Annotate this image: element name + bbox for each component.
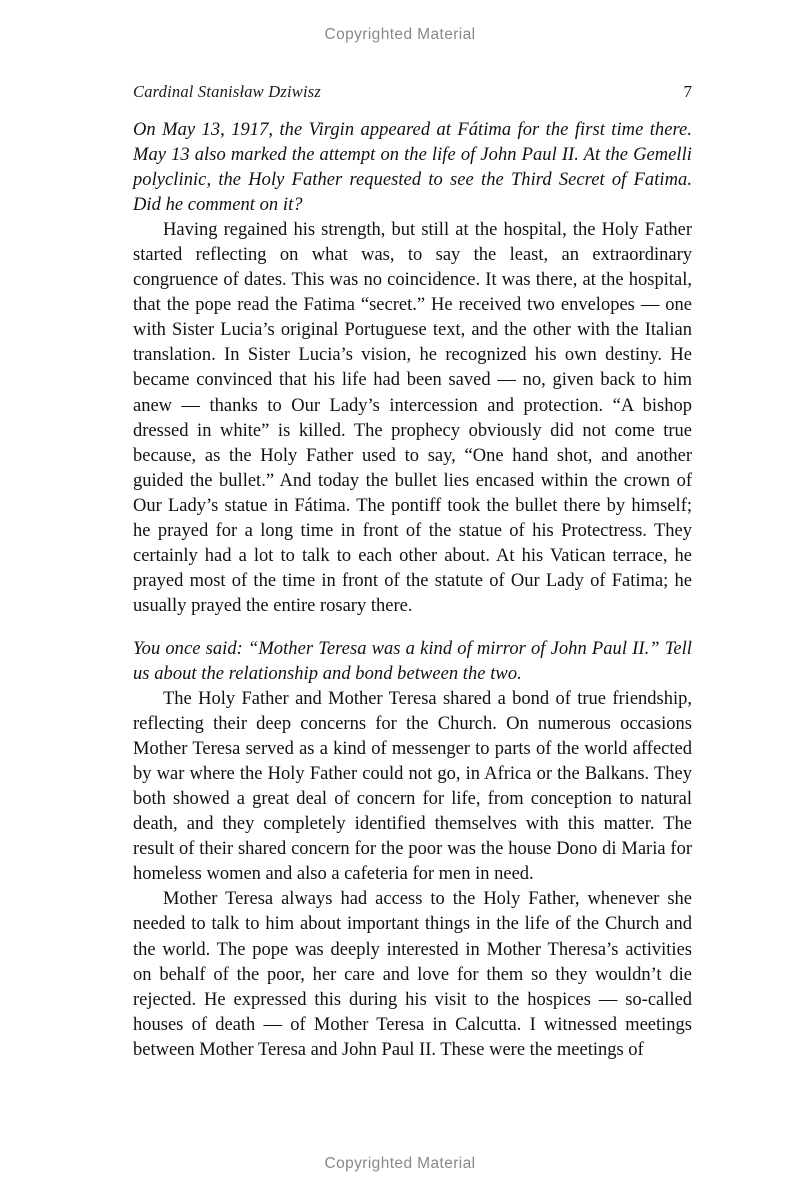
- running-head-title: Cardinal Stanisław Dziwisz: [133, 82, 321, 101]
- interview-question-1: On May 13, 1917, the Virgin appeared at Fátima for the first time there. May 13 also marked the attempt on the life of John Paul II. At the Gemelli polyclinic, the Holy Father requested to see the Third Secret of Fatima. Did he comment on it?: [133, 120, 692, 216]
- copyright-watermark-bottom: Copyrighted Material: [324, 1155, 476, 1172]
- page-number: 7: [683, 82, 692, 101]
- interview-answer-1: Having regained his strength, but still at the hospital, the Holy Father started reflecting on what was, to say the least, an extraordinary congruence of dates. This was no coincidence. It was there, at the hospital, that the pope read the Fatima “secret.” He received two envelopes — one with Sister Lucia’s original Portuguese text, and the other with the Italian translation. In Sister Lucia’s vision, he recognized his own destiny. He became convinced that his life had been saved — no, given back to him anew — thanks to Our Lady’s intercession and protection. “A bishop dressed in white” is killed. The prophecy obviously did not come true because, as the Holy Father used to say, “One hand shot, and another guided the bullet.” And today the bullet lies encased within the crown of Our Lady’s statue in Fátima. The pontiff took the bullet there by himself; he prayed for a long time in front of the statue of his Protectress. They certainly had a lot to talk to each other about. At his Vatican terrace, he prayed most of the time in front of the statute of Our Lady of Fatima; he usually prayed the entire rosary there.: [133, 220, 692, 616]
- text-block: [133, 118, 692, 1063]
- copyright-watermark-top: Copyrighted Material: [324, 26, 476, 43]
- interview-question-2: You once said: “Mother Teresa was a kind of mirror of John Paul II.” Tell us about the relationship and bond between the two.: [133, 638, 692, 684]
- running-head: [133, 82, 692, 102]
- interview-answer-2: The Holy Father and Mother Teresa shared a bond of true friendship, reflecting their deep concerns for the Church. On numerous occasions Mother Teresa served as a kind of messenger to parts of the world affected by war where the Holy Father could not go, in Africa or the Balkans. They both showed a great deal of concern for life, from conception to natural death, and they completely identified themselves with this matter. The result of their shared concern for the poor was the house Dono di Maria for homeless women and also a cafeteria for men in need.: [133, 689, 692, 885]
- interview-answer-3: Mother Teresa always had access to the Holy Father, whenever she needed to talk to him about important things in the life of the Church and the world. The pope was deeply interested in Mother Theresa’s activities on behalf of the poor, her care and love for them so they wouldn’t die rejected. He expressed this during his visit to the hospices — so-called houses of death — of Mother Teresa in Calcutta. I witnessed meetings between Mother Teresa and John Paul II. These were the meetings of: [133, 889, 692, 1060]
